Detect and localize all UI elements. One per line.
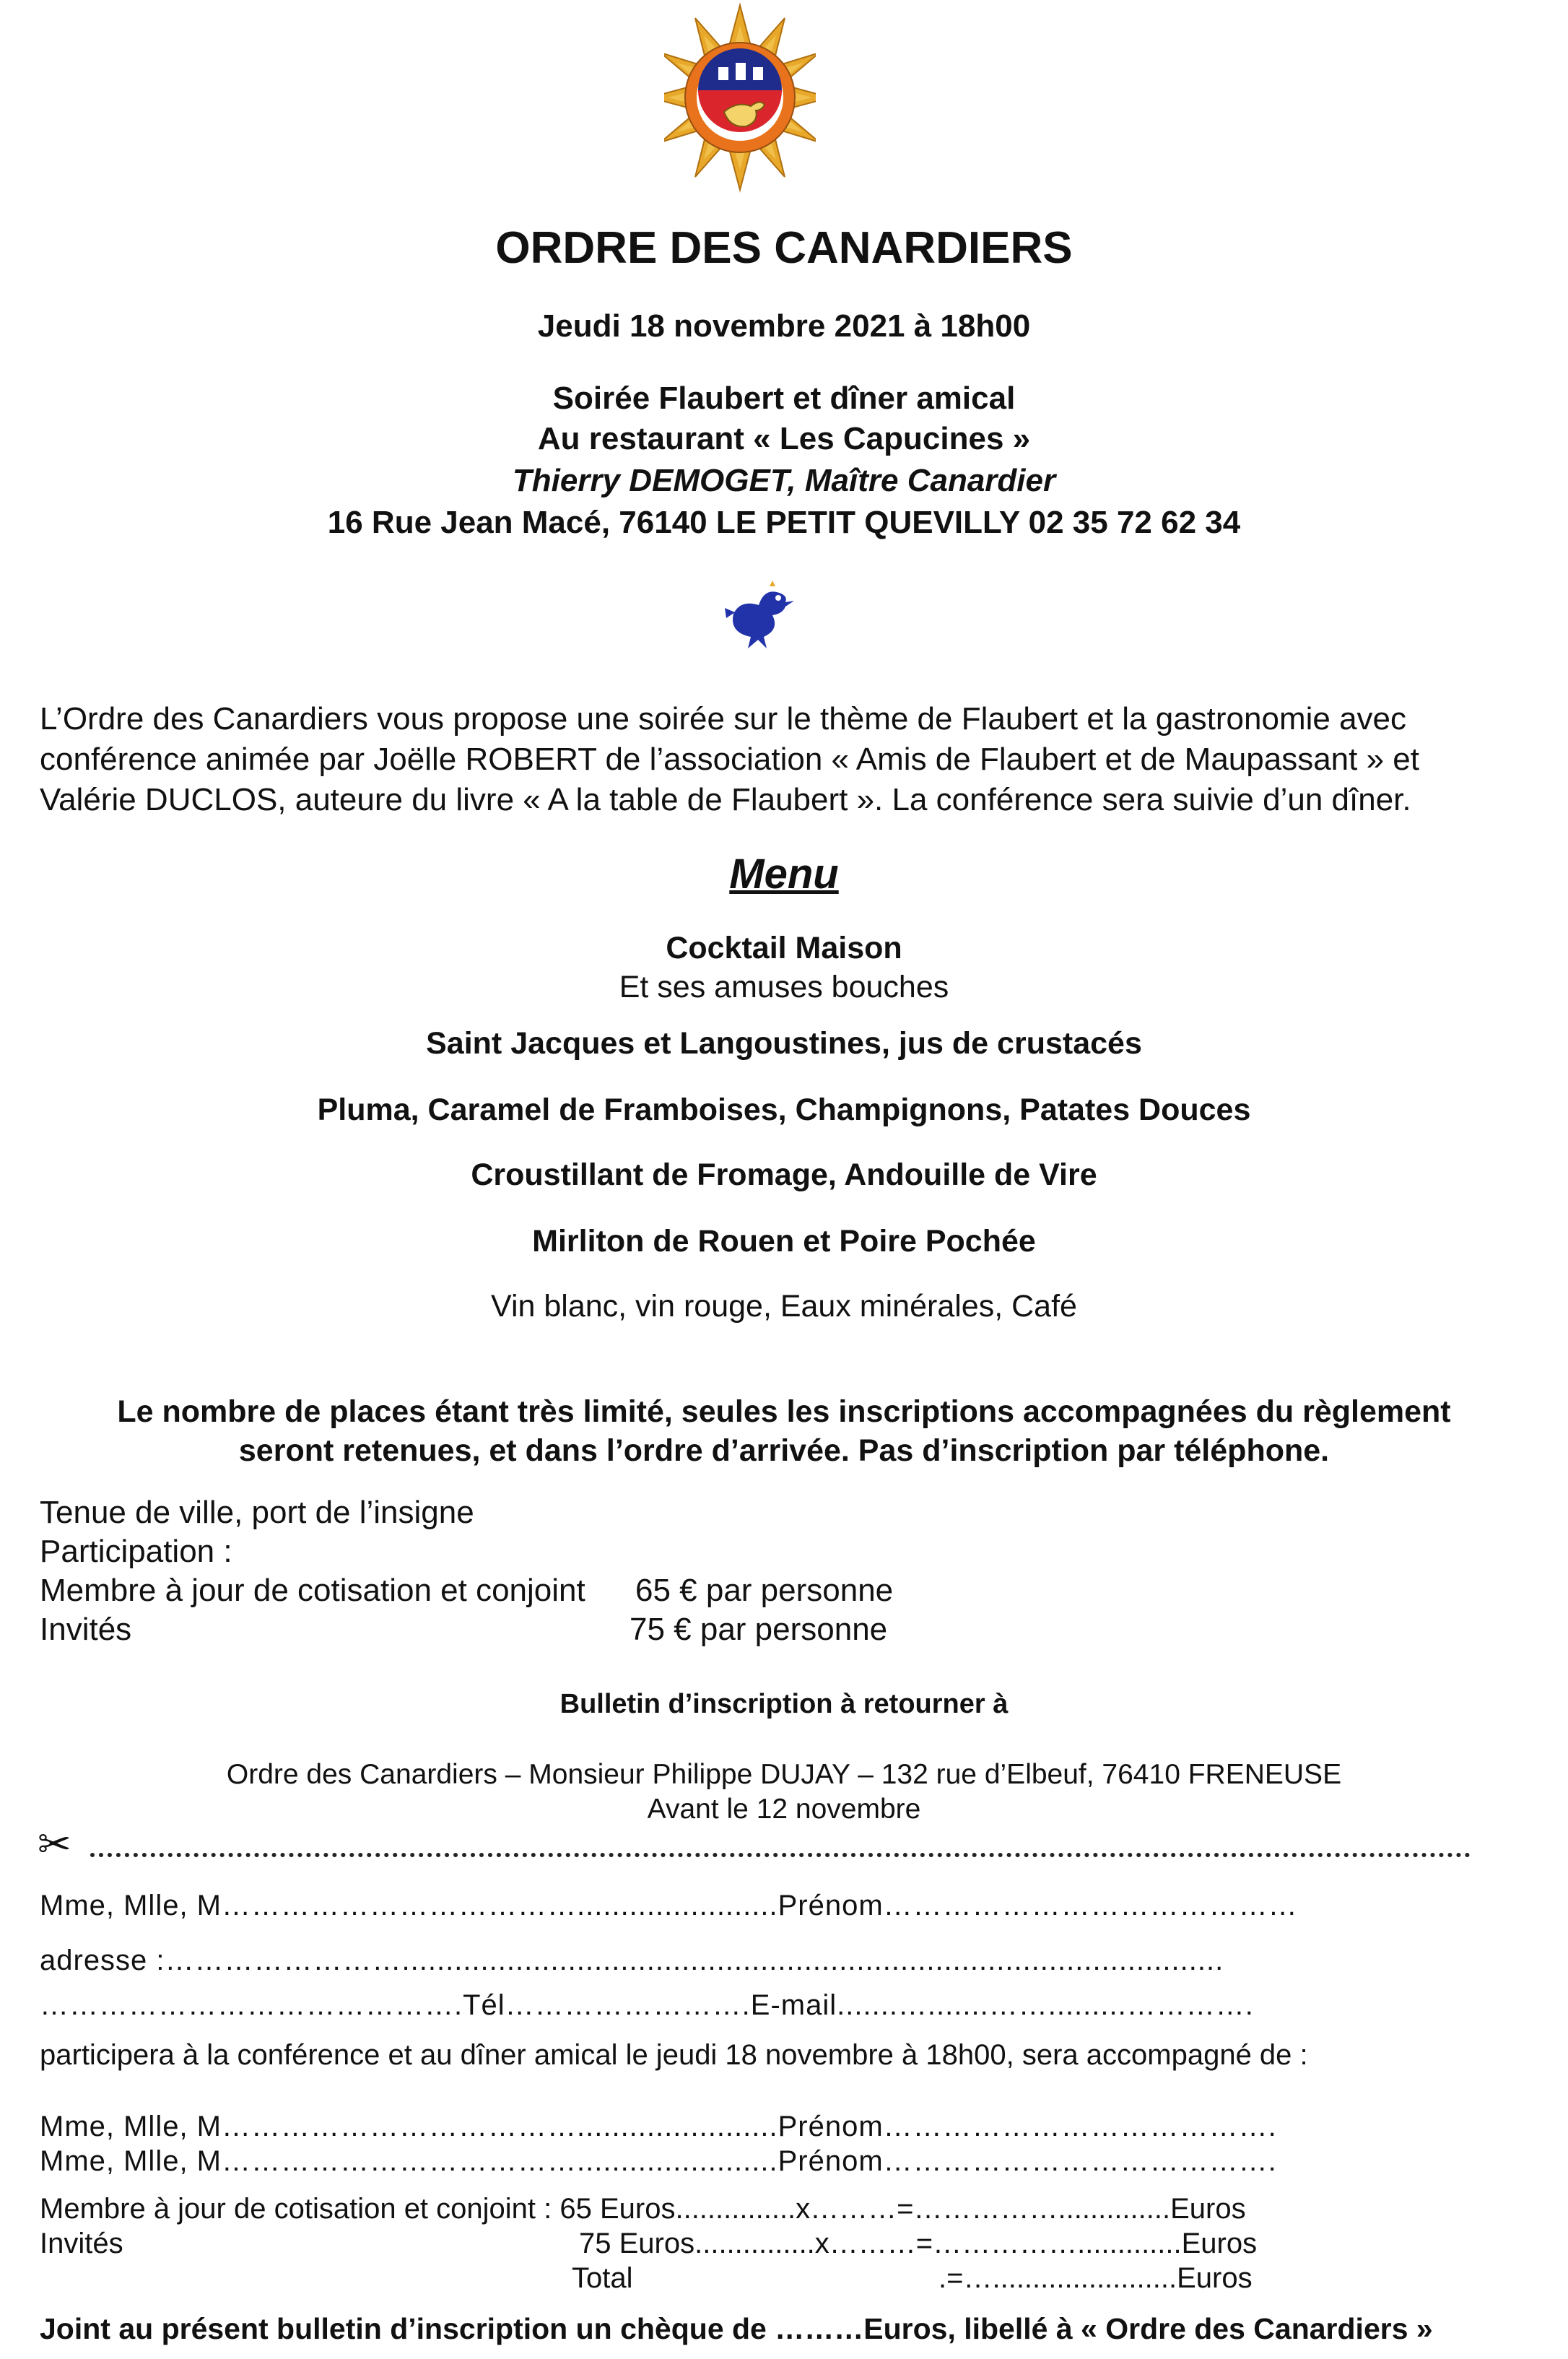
page-title: ORDRE DES CANARDIERS	[495, 223, 1073, 273]
address-field[interactable]: adresse :……………………..............................................................................................	[40, 1945, 1224, 1976]
ordre-emblem	[664, 0, 816, 195]
event-date: Jeudi 18 novembre 2021 à 18h00	[537, 308, 1031, 344]
name-field[interactable]: Mme, Mlle, M……………………………….......................Prénom……………………………………	[40, 1890, 1298, 1921]
menu-item: Mirliton de Rouen et Poire Pochée	[532, 1224, 1036, 1259]
guest-label: Invités	[40, 1612, 132, 1647]
blue-duck-icon	[719, 579, 798, 651]
calc-guest-row[interactable]: 75 Euros...............x………=…………….............Euros	[579, 2228, 1258, 2259]
contact-field[interactable]: …………………………………….Tél…………………….E-mail.......….......…….........………….	[40, 1989, 1254, 2021]
dress-code: Tenue de ville, port de l’insigne	[40, 1495, 474, 1530]
bulletin-heading: Bulletin d’inscription à retourner à	[559, 1689, 1009, 1719]
scissors-icon: ✂	[38, 1821, 71, 1867]
menu-item: Saint Jacques et Langoustines, jus de crustacés	[426, 1026, 1142, 1061]
notice-line-2: seront retenues, et dans l’ordre d’arrivée. Pas d’inscription par téléphone.	[238, 1433, 1330, 1468]
calc-total-label: Total	[572, 2262, 633, 2294]
menu-heading: Menu	[729, 851, 839, 898]
participation-text: participera à la conférence et au dîner amical le jeudi 18 novembre à 18h00, sera accompagné de :	[40, 2039, 1308, 2071]
event-host: Thierry DEMOGET, Maître Canardier	[512, 463, 1056, 498]
calc-member-row[interactable]: Membre à jour de cotisation et conjoint : 65 Euros...............x………=……………..............Euros	[40, 2193, 1246, 2225]
menu-item: Croustillant de Fromage, Andouille de Vire	[471, 1157, 1097, 1192]
bulletin-deadline: Avant le 12 novembre	[647, 1794, 921, 1825]
cheque-line: Joint au présent bulletin d’inscription un chèque de ………Euros, libellé à « Ordre des Canardiers »	[40, 2312, 1433, 2345]
menu-item: Cocktail Maison	[666, 931, 902, 965]
calc-guest-label: Invités	[40, 2228, 123, 2259]
menu-item: Et ses amuses bouches	[619, 970, 949, 1004]
calc-total-row[interactable]: .=….......................Euros	[938, 2262, 1253, 2294]
intro-line-3: Valérie DUCLOS, auteure du livre « A la table de Flaubert ». La conférence sera suivie d’un dîner.	[40, 782, 1411, 817]
guest-price: 75 € par personne	[630, 1612, 888, 1647]
notice-line-1: Le nombre de places étant très limité, seules les inscriptions accompagnées du règlement	[117, 1394, 1451, 1429]
companion-name-field-2[interactable]: Mme, Mlle, M……………………………….......................Prénom………………………………….	[40, 2145, 1277, 2177]
companion-name-field-1[interactable]: Mme, Mlle, M……………………………….......................Prénom………………………………….	[40, 2111, 1277, 2142]
intro-line-1: L’Ordre des Canardiers vous propose une soirée sur le thème de Flaubert et la gastronomie avec	[40, 701, 1407, 737]
member-label: Membre à jour de cotisation et conjoint	[40, 1573, 585, 1608]
event-address: 16 Rue Jean Macé, 76140 LE PETIT QUEVILLY 02 35 72 62 34	[327, 505, 1241, 540]
participation-label: Participation :	[40, 1534, 232, 1569]
member-price: 65 € par personne	[635, 1573, 894, 1608]
event-venue: Au restaurant « Les Capucines »	[537, 421, 1031, 456]
menu-item: Pluma, Caramel de Framboises, Champignons, Patates Douces	[317, 1092, 1251, 1127]
intro-line-2: conférence animée par Joëlle ROBERT de l’association « Amis de Flaubert et de Maupassant » et	[40, 742, 1419, 777]
bulletin-address: Ordre des Canardiers – Monsieur Philippe DUJAY – 132 rue d’Elbeuf, 76410 FRENEUSE	[226, 1759, 1342, 1790]
cut-line	[90, 1853, 1471, 1857]
menu-item: Vin blanc, vin rouge, Eaux minérales, Café	[491, 1289, 1077, 1324]
event-name: Soirée Flaubert et dîner amical	[552, 381, 1016, 416]
